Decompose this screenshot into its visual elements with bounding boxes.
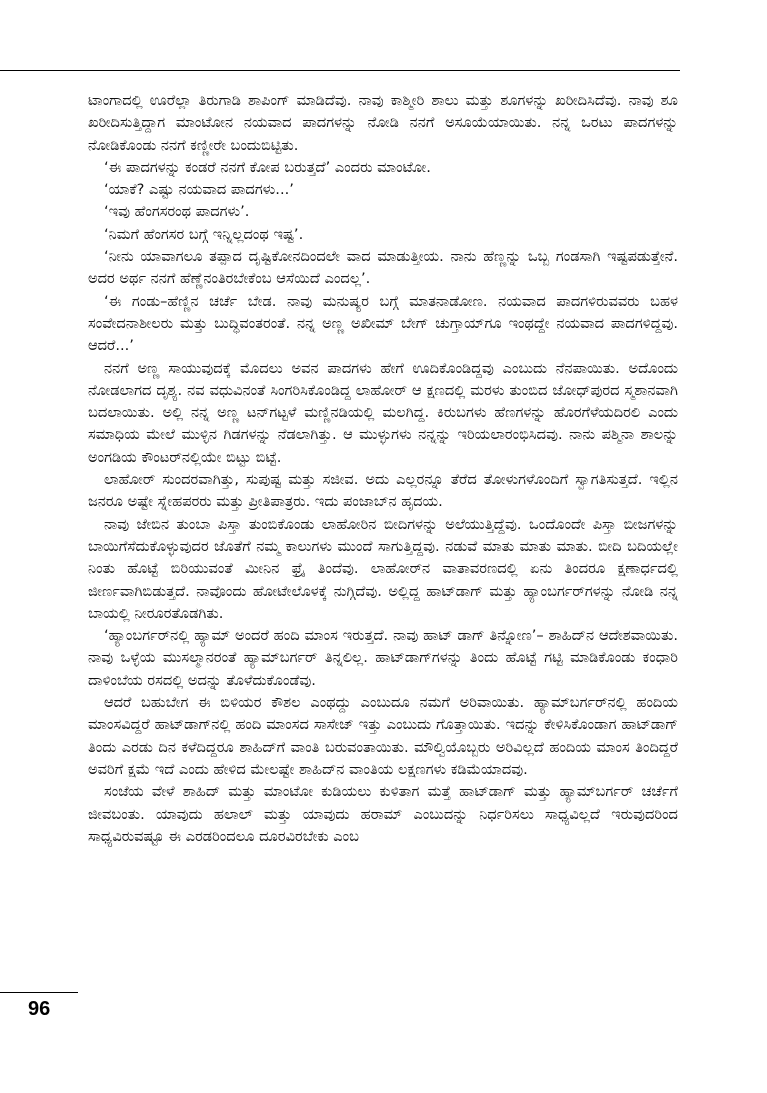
paragraph-3: ‘ಯಾಕೆ? ಎಷ್ಟು ನಯವಾದ ಪಾದಗಳು...’ [104,181,294,199]
footer-rule [0,992,78,993]
paragraph-5: ‘ನಿಮಗೆ ಹೆಂಗಸರ ಬಗ್ಗೆ ಇನ್ನಿಲ್ಲದಂಥ ಇಷ್ಟ’. [104,225,304,243]
paragraph-6: ‘ನೀನು ಯಾವಾಗಲೂ ತಪ್ಪಾದ ದೃಷ್ಟಿಕೋನದಿಂದಲೇ ವಾದ ಮಾಡುತ್ತೀಯ. ನಾನು ಹೆಣ್ಣನ್ನು ಒಬ್ಬ ಗಂಡಸಾಗಿ ಇಷ್ಟಪಡುತ್ತೇನೆ. ಅದರ ಅರ್ಥ ನನಗೆ ಹೆಣ್ಣೆನಂತಿರಬೇಕೆಂಬ ಆಸೆಯಿದೆ ಎಂದಲ್ಲ’. [88,248,678,288]
paragraph-1: ಟಾಂಗಾದಲ್ಲಿ ಊರೆಲ್ಲಾ ತಿರುಗಾಡಿ ಶಾಪಿಂಗ್ ಮಾಡಿದೆವು. ನಾವು ಕಾಶ್ಮೀರಿ ಶಾಲು ಮತ್ತು ಶೂಗಳನ್ನು ಖರೀದಿಸಿದೆವು. ನಾವು ಶೂ ಖರೀದಿಸುತ್ತಿದ್ದಾಗ ಮಾಂಟೋನ ನಯವಾದ ಪಾದಗಳನ್ನು ನೋಡಿ ನನಗೆ ಅಸೂಯೆಯಾಯಿತು. ನನ್ನ ಒರಟು ಪಾದಗಳನ್ನು ನೋಡಿಕೊಂಡು ನನಗೆ ಕಣ್ಣೀರೇ ಬಂದುಬಿಟ್ಟಿತು. [88,92,678,154]
paragraph-13: ಸಂಜೆಯ ವೇಳೆ ಶಾಹಿದ್ ಮತ್ತು ಮಾಂಟೋ ಕುಡಿಯಲು ಕುಳಿತಾಗ ಮತ್ತೆ ಹಾಟ್‌ಡಾಗ್ ಮತ್ತು ಹ್ಯಾಮ್‌ಬರ್ಗರ್ ಚರ್ಚೆಗೆ ಜೀವಬಂತು. ಯಾವುದು ಹಲಾಲ್ ಮತ್ತು ಯಾವುದು ಹರಾಮ್ ಎಂಬುದನ್ನು ನಿರ್ಧರಿಸಲು ಸಾಧ್ಯವಿಲ್ಲದೆ ಇರುವುದರಿಂದ ಸಾಧ್ಯವಿರುವಷ್ಟೂ ಈ ಎರಡರಿಂದಲೂ ದೂರವಿರಬೇಕು ಎಂಬ [88,783,678,845]
paragraph-7: ‘ಈ ಗಂಡು–ಹೆಣ್ಣಿನ ಚರ್ಚೆ ಬೇಡ. ನಾವು ಮನುಷ್ಯರ ಬಗ್ಗೆ ಮಾತನಾಡೋಣ. ನಯವಾದ ಪಾದಗಳಿರುವವರು ಬಹಳ ಸಂವೇದನಾಶೀಲರು ಮತ್ತು ಬುದ್ಧಿವಂತರಂತೆ. ನನ್ನ ಅಣ್ಣ ಅಖೀಮ್ ಬೇಗ್ ಚುಗ್ತಾಯ್‌ಗೂ ಇಂಥದ್ದೇ ನಯವಾದ ಪಾದಗಳಿದ್ದವು. ಆದರೆ...’ [88,292,678,355]
paragraph-8: ನನಗೆ ಅಣ್ಣ ಸಾಯುವುದಕ್ಕೆ ಮೊದಲು ಅವನ ಪಾದಗಳು ಹೇಗೆ ಊದಿಕೊಂಡಿದ್ದವು ಎಂಬುದು ನೆನಪಾಯಿತು. ಅದೊಂದು ನೋಡಲಾಗದ ದೃಶ್ಯ. ನವ ವಧುವಿನಂತೆ ಸಿಂಗರಿಸಿಕೊಂಡಿದ್ದ ಲಾಹೋರ್ ಆ ಕ್ಷಣದಲ್ಲಿ ಮರಳು ತುಂಬಿದ ಜೋಧ್‌ಪುರದ ಸ್ಮಶಾನವಾಗಿ ಬದಲಾಯಿತು. ಅಲ್ಲಿ ನನ್ನ ಅಣ್ಣ ಟನ್‌ಗಟ್ಟಳೆ ಮಣ್ಣಿನಡಿಯಲ್ಲಿ ಮಲಗಿದ್ದ. ಕಿರುಬಗಳು ಹೆಣಗಳನ್ನು ಹೊರಗೆಳೆಯದಿರಲಿ ಎಂದು ಸಮಾಧಿಯ ಮೇಲೆ ಮುಳ್ಳಿನ ಗಿಡಗಳನ್ನು ನೆಡಲಾಗಿತ್ತು. ಆ ಮುಳ್ಳುಗಳು ನನ್ನನ್ನು ಇರಿಯಲಾರಂಭಿಸಿದವು. ನಾನು ಪಶ್ಮಿನಾ ಶಾಲನ್ನು ಅಂಗಡಿಯ ಕೌಂಟರ್‌ನಲ್ಲಿಯೇ ಬಿಟ್ಟು ಬಿಟ್ಟೆ. [88,359,678,466]
paragraph-9: ಲಾಹೋರ್ ಸುಂದರವಾಗಿತ್ತು, ಸುಪುಷ್ಟ ಮತ್ತು ಸಜೀವ. ಅದು ಎಲ್ಲರನ್ನೂ ತೆರೆದ ತೋಳುಗಳೊಂದಿಗೆ ಸ್ವಾಗತಿಸುತ್ತದೆ. ಇಲ್ಲಿನ ಜನರೂ ಅಷ್ಟೇ ಸ್ನೇಹಪರರು ಮತ್ತು ಪ್ರೀತಿಪಾತ್ರರು. ಇದು ಪಂಜಾಬ್‌ನ ಹೃದಯ. [88,471,678,511]
paragraph-10: ನಾವು ಜೇಬಿನ ತುಂಬಾ ಪಿಸ್ತಾ ತುಂಬಿಕೊಂಡು ಲಾಹೋರಿನ ಬೀದಿಗಳನ್ನು ಅಲೆಯುತ್ತಿದ್ದೆವು. ಒಂದೊಂದೇ ಪಿಸ್ತಾ ಬೀಜಗಳನ್ನು ಬಾಯಿಗೆಸೆದುಕೊಳ್ಳುವುದರ ಜೊತೆಗೆ ನಮ್ಮ ಕಾಲುಗಳು ಮುಂದೆ ಸಾಗುತ್ತಿದ್ದವು. ನಡುವೆ ಮಾತು ಮಾತು ಮಾತು. ಬೀದಿ ಬದಿಯಲ್ಲೇ ನಿಂತು ಹೊಟ್ಟೆ ಬಿರಿಯುವಂತೆ ಮೀನಿನ ಫ್ರೈ ತಿಂದೆವು. ಲಾಹೋರ್‌ನ ವಾತಾವರಣದಲ್ಲಿ ಏನು ತಿಂದರೂ ಕ್ಷಣಾರ್ಧದಲ್ಲಿ ಜೀರ್ಣವಾಗಿಬಿಡುತ್ತದೆ. ನಾವೊಂದು ಹೋಟೇಲೊಳಕ್ಕೆ ನುಗ್ಗಿದೆವು. ಅಲ್ಲಿದ್ದ ಹಾಟ್‌ಡಾಗ್ ಮತ್ತು ಹ್ಯಾಂಬರ್ಗರ್‌ಗಳನ್ನು ನೋಡಿ ನನ್ನ ಬಾಯಲ್ಲಿ ನೀರೂರತೊಡಗಿತು. [88,515,678,622]
header-rule [0,70,680,71]
paragraph-12: ಆದರೆ ಬಹುಬೇಗ ಈ ಬಿಳಿಯರ ಕೌಶಲ ಎಂಥದ್ದು ಎಂಬುದೂ ನಮಗೆ ಅರಿವಾಯಿತು. ಹ್ಯಾಮ್‌ಬರ್ಗರ್‌ನಲ್ಲಿ ಹಂದಿಯ ಮಾಂಸವಿದ್ದರೆ ಹಾಟ್‌ಡಾಗ್‌ನಲ್ಲಿ ಹಂದಿ ಮಾಂಸದ ಸಾಸೇಜ್ ಇತ್ತು ಎಂಬುದು ಗೊತ್ತಾಯಿತು. ಇದನ್ನು ಕೇಳಿಸಿಕೊಂಡಾಗ ಹಾಟ್‌ಡಾಗ್ ತಿಂದು ಎರಡು ದಿನ ಕಳೆದಿದ್ದರೂ ಶಾಹಿದ್‌ಗೆ ವಾಂತಿ ಬರುವಂತಾಯಿತು. ಮೌಲ್ವಿಯೊಬ್ಬರು ಅರಿವಿಲ್ಲದೆ ಹಂದಿಯ ಮಾಂಸ ತಿಂದಿದ್ದರೆ ಅವರಿಗೆ ಕ್ಷಮೆ ಇದೆ ಎಂದು ಹೇಳಿದ ಮೇಲಷ್ಟೇ ಶಾಹಿದ್‌ನ ವಾಂತಿಯ ಲಕ್ಷಣಗಳು ಕಡಿಮೆಯಾದವು. [88,694,678,778]
paragraph-4: ‘ಇವು ಹೆಂಗಸರಂಥ ಪಾದಗಳು’. [104,203,250,221]
body-text [88,90,678,848]
page-number: 96 [28,998,51,1020]
paragraph-11: ‘ಹ್ಯಾಂಬರ್ಗರ್‌ನಲ್ಲಿ ಹ್ಯಾಮ್ ಅಂದರೆ ಹಂದಿ ಮಾಂಸ ಇರುತ್ತದೆ. ನಾವು ಹಾಟ್ ಡಾಗ್ ತಿನ್ನೋಣ’– ಶಾಹಿದ್‌ನ ಆದೇಶವಾಯಿತು. ನಾವು ಒಳ್ಳೆಯ ಮುಸಲ್ಮಾನರಂತೆ ಹ್ಯಾಮ್‌ಬರ್ಗರ್ ತಿನ್ನಲಿಲ್ಲ. ಹಾಟ್‌ಡಾಗ್‌ಗಳನ್ನು ತಿಂದು ಹೊಟ್ಟೆ ಗಟ್ಟಿ ಮಾಡಿಕೊಂಡು ಕಂಧಾರಿ ದಾಳಿಂಬೆಯ ರಸದಲ್ಲಿ ಅದನ್ನು ತೊಳೆದುಕೊಂಡೆವು. [88,627,678,689]
paragraph-2: ‘ಈ ಪಾದಗಳನ್ನು ಕಂಡರೆ ನನಗೆ ಕೋಪ ಬರುತ್ತದೆ’ ಎಂದರು ಮಾಂಟೋ. [104,158,431,176]
